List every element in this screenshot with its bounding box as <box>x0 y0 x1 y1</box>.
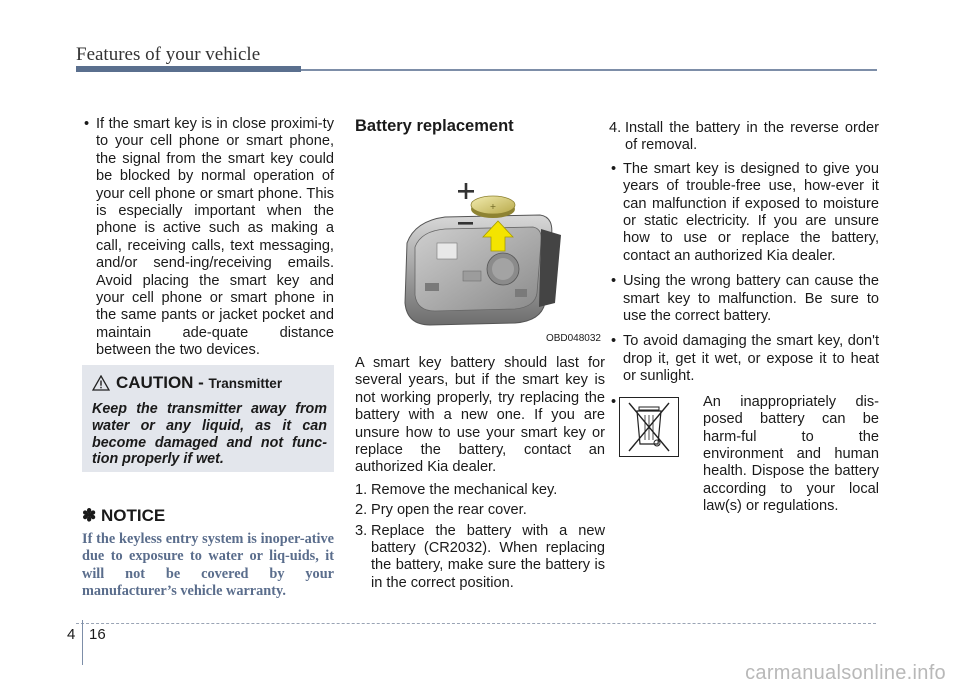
header-bar <box>76 66 301 72</box>
notice-body: If the keyless entry system is inoper-ative due to exposure to water or liq-uids, it will not be covered by your manufacturer’s vehicle warranty. <box>82 531 334 600</box>
svg-text:+: + <box>489 202 497 211</box>
column-left <box>82 116 334 368</box>
header-rule <box>301 69 877 71</box>
bullet-item <box>82 116 334 360</box>
bullet-item <box>609 273 879 325</box>
step-number: 1. <box>355 481 368 498</box>
page-number: 16 <box>89 626 106 643</box>
list-item <box>355 502 605 519</box>
column-right <box>609 120 879 524</box>
column-middle <box>355 116 605 595</box>
crossed-bin-icon <box>619 397 679 457</box>
bullet-dot: • <box>84 116 90 132</box>
bullet-text: The smart key is designed to give you years of trouble-free use, how-ever it can malfunction if exposed to moisture or static electricity. If you are unsure how to use or replace the battery, contact an authorized Kia dealer. <box>623 160 879 264</box>
step-number: 4. <box>609 120 622 136</box>
notice-title: ✽ NOTICE <box>82 506 166 525</box>
footer-divider <box>82 620 83 665</box>
list-item <box>355 523 605 593</box>
chapter-number: 4 <box>67 626 76 643</box>
smart-key-battery-figure <box>355 143 605 349</box>
step-text: Pry open the rear cover. <box>371 502 527 519</box>
battery-intro: A smart key battery should last for several years, but if the smart key is not working properly, try replacing the battery with a new one. If you are unsure how to use your smart key or replace the battery, contact an authorized Kia dealer. <box>355 355 605 476</box>
bullet-item-recycle <box>609 394 879 516</box>
figure-code: OBD048032 <box>545 332 601 344</box>
bullet-item <box>609 161 879 265</box>
list-item <box>355 482 605 499</box>
step-text: Install the battery in the reverse order of removal. <box>625 120 879 154</box>
caution-subtitle: Transmitter <box>208 376 283 391</box>
caution-box <box>82 365 334 472</box>
step-text: Remove the mechanical key. <box>371 481 558 498</box>
caution-label: CAUTION - <box>116 373 209 392</box>
caution-title <box>116 373 282 393</box>
step-number: 3. <box>355 522 368 539</box>
bullet-dot: • <box>611 333 617 350</box>
bullet-item <box>609 333 879 385</box>
bullet-text: If the smart key is in close proximi-ty to your cell phone or smart phone, the signal from the smart key could be blocked by normal operation of your cell phone or smart phone. This is especially important when the phone is active such as making a call, receiving calls, text messaging, and/or send-ing/receiving emails. Avoid placing the smart key and your cell phone or smart phone in the same pants or jacket pocket and maintain ade-quate distance between the two devices. <box>96 116 334 359</box>
step-number: 2. <box>355 502 368 519</box>
list-item <box>609 120 879 155</box>
caution-body: Keep the transmitter away from water or any liquid, as it can become damaged and not func-tion properly if wet. <box>92 401 327 468</box>
page-header-title: Features of your vehicle <box>76 44 261 65</box>
bullet-dot: • <box>611 160 617 177</box>
footer-rule <box>76 623 876 624</box>
watermark-text: carmanualsonline.info <box>745 662 946 684</box>
warning-triangle-icon <box>92 375 110 391</box>
bullet-dot: • <box>611 393 617 410</box>
section-title: Battery replacement <box>355 117 514 135</box>
bullet-text: Using the wrong battery can cause the smart key to malfunction. Be sure to use the correct battery. <box>623 273 879 325</box>
recycle-text: An inappropriately dis-posed battery can be harm-ful to the environment and human health. Dispose the battery according to your local law(s) or regulations. <box>703 393 879 515</box>
bullet-text: To avoid damaging the smart key, don't drop it, get it wet, or expose it to heat or sunlight. <box>623 333 879 385</box>
smart-key-illustration <box>355 143 605 349</box>
bullet-dot: • <box>611 273 617 290</box>
step-text: Replace the battery with a new battery (CR2032). When replacing the battery, make sure the battery is in the correct position. <box>371 522 605 591</box>
